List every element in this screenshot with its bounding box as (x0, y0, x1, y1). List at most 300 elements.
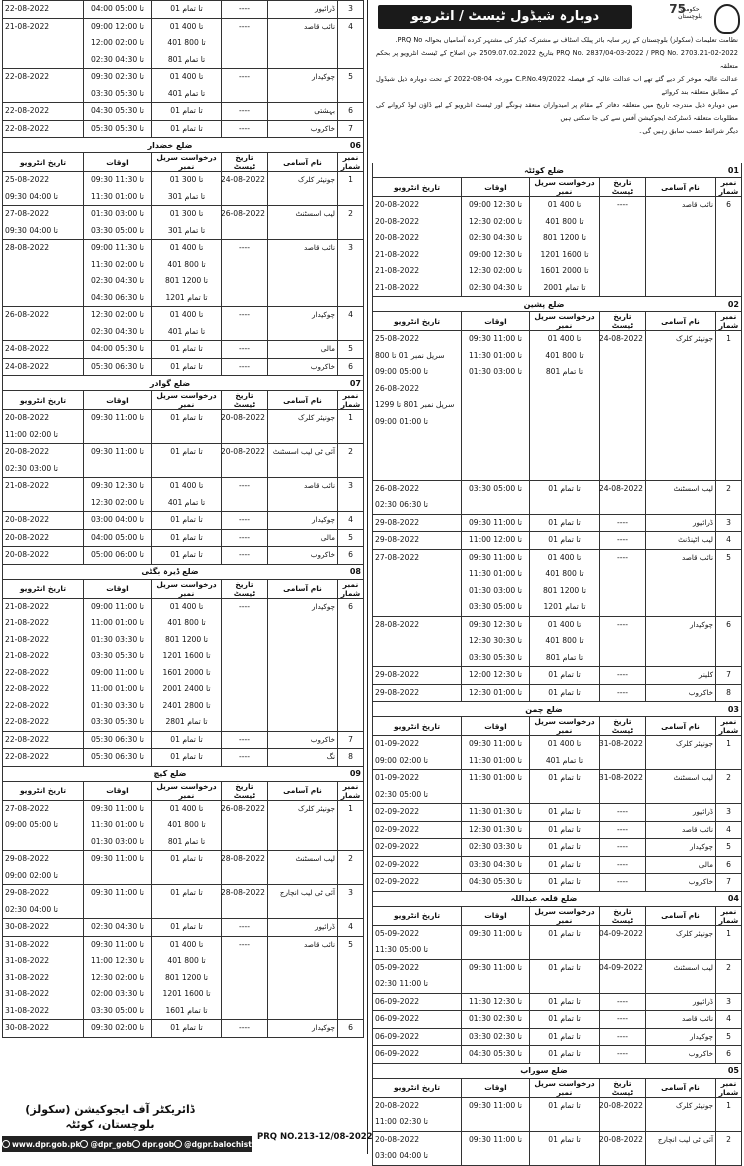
cell-post (646, 874, 716, 892)
date-value: 29-08-2022 (5, 854, 50, 863)
post-value: نائب قاصد (303, 243, 335, 252)
time-value: 12:30 تا 30:30 (468, 636, 523, 645)
cell-test (600, 993, 646, 1011)
cell-test (222, 444, 268, 478)
cell-num (338, 529, 364, 547)
serial-value (532, 381, 597, 398)
district-heading (372, 297, 742, 311)
date-value: 22-08-2022 (5, 752, 50, 761)
date-value: 21-08-2022 (5, 634, 50, 644)
cell-date (373, 684, 462, 702)
row-number: 6 (726, 619, 731, 629)
cell-serial (152, 598, 222, 731)
cell-serial (152, 120, 222, 138)
cell-test (222, 919, 268, 937)
cell-test (600, 684, 646, 702)
serial-value: 2001 تا تمام (543, 282, 586, 292)
time-value: 03:30 تا 04:30 (468, 859, 523, 869)
social-link[interactable]: @dpr_gob (80, 1140, 132, 1149)
cell-num (338, 1, 364, 19)
time-value: 02:00 تا 03:30 (90, 989, 145, 998)
cell-time (462, 1131, 530, 1165)
cell-num (338, 512, 364, 530)
time-value: 03:30 تا 02:30 (468, 1031, 523, 1041)
cell-num (338, 851, 364, 885)
date-value: 06-09-2022 (375, 996, 420, 1006)
serial-value: 01 تا تمام (548, 1031, 581, 1041)
cell-serial (152, 547, 222, 565)
time-value (464, 942, 527, 959)
date-value: 02:30 تا 05:00 (375, 789, 429, 799)
table-row (3, 444, 364, 478)
cell-serial (530, 736, 600, 770)
cell-test (222, 800, 268, 851)
serial-value (154, 868, 219, 885)
serial-value: 401 تا 800 (167, 259, 206, 269)
post-value: چوکیدار (312, 72, 335, 81)
time-value: 09:30 تا 11:30 (90, 175, 145, 184)
serial-value: 01 تا 400 (547, 552, 582, 562)
district-name: ضلع کیچ (153, 769, 187, 778)
cell-serial (530, 959, 600, 993)
time-value: 09:30 تا 11:00 (90, 413, 145, 422)
serial-value: 01 تا تمام (548, 928, 581, 938)
cell-test (222, 512, 268, 530)
test-value: 04-09-2022 (598, 962, 643, 972)
date-value: 29-08-2022 (375, 517, 420, 527)
time-value: 05:30 تا 06:30 (90, 361, 145, 371)
serial-value: 01 تا تمام (548, 824, 581, 834)
column-header-date: تاریخ انٹرویو (3, 781, 84, 800)
time-value (464, 787, 527, 804)
date-value (5, 495, 81, 512)
cell-post (268, 1, 338, 19)
test-value: ---- (239, 361, 250, 371)
row-number: 6 (348, 106, 353, 115)
time-value: 09:30 تا 02:30 (90, 72, 145, 81)
date-value: 02-09-2022 (375, 807, 420, 816)
cell-time (84, 800, 152, 851)
cell-post (646, 331, 716, 481)
cell-serial (152, 731, 222, 749)
column-header-serial: درخواست سریل نمبر (530, 312, 600, 331)
date-value: 21-08-2022 (5, 481, 50, 490)
cell-num (716, 667, 742, 685)
cell-test (600, 770, 646, 804)
serial-value: 01 تا تمام (548, 842, 581, 851)
cell-post (646, 821, 716, 839)
cell-num (716, 197, 742, 297)
cell-post (268, 341, 338, 359)
cell-post (268, 307, 338, 341)
table-row (3, 529, 364, 547)
date-value (375, 566, 459, 583)
row-number: 5 (726, 1031, 731, 1041)
serial-value: 801 تا تمام (545, 652, 584, 662)
cell-time (84, 731, 152, 749)
schedule-table (372, 177, 742, 297)
serial-value: 401 تا 800 (545, 636, 584, 645)
cell-serial (152, 529, 222, 547)
cell-time (84, 172, 152, 206)
time-value: 09:00 تا 12:30 (468, 249, 523, 259)
table-row (373, 331, 742, 481)
cell-date (3, 478, 84, 512)
cell-time (462, 667, 530, 685)
time-value: 02:30 تا 03:30 (468, 842, 523, 851)
date-value: 02-09-2022 (375, 824, 420, 834)
serial-value: 01 تا تمام (170, 123, 203, 133)
serial-value: 801 تا تمام (167, 836, 206, 846)
time-value (86, 461, 149, 478)
column-header-num: نمبر شمار (338, 153, 364, 172)
date-value: 31-08-2022 (5, 972, 50, 982)
serial-value (532, 1114, 597, 1131)
cell-date (3, 512, 84, 530)
row-number: 4 (348, 21, 353, 31)
time-value: 02:30 تا 04:30 (90, 276, 145, 285)
cell-test (600, 925, 646, 959)
post-value: نائب قاصد (681, 1014, 713, 1023)
cell-num (716, 874, 742, 892)
district-name: ضلع کوئٹہ (524, 165, 564, 175)
cell-time (462, 925, 530, 959)
district-heading (2, 565, 364, 579)
time-value (464, 381, 527, 398)
cell-serial (530, 1097, 600, 1131)
cell-post (646, 514, 716, 532)
time-value: 03:30 تا 05:30 (90, 717, 145, 726)
table-row (373, 1097, 742, 1131)
column-divider (367, 0, 368, 1154)
row-number: 3 (726, 996, 731, 1006)
cell-post (268, 598, 338, 731)
serial-value: 801 تا 1200 (164, 634, 209, 644)
cell-date (3, 529, 84, 547)
district-heading (2, 376, 364, 390)
post-value: لیب اسسٹنٹ (673, 483, 713, 493)
social-link[interactable]: @dgpr.balochistan (174, 1140, 262, 1149)
cell-date (373, 804, 462, 822)
cell-num (716, 1131, 742, 1165)
test-value: 31-08-2022 (598, 773, 643, 782)
cell-test (222, 598, 268, 731)
post-value: چوکیدار (690, 619, 713, 629)
serial-value: 401 تا تمام (167, 326, 206, 336)
cell-serial (152, 358, 222, 376)
date-value: 27-08-2022 (5, 803, 50, 813)
test-value: ---- (239, 310, 250, 319)
serial-value: 01 تا تمام (170, 888, 203, 897)
time-value: 09:30 تا 11:00 (468, 552, 523, 562)
cell-num (338, 444, 364, 478)
time-value: 01:30 تا 03:30 (90, 634, 145, 644)
district-number: 05 (727, 1066, 739, 1075)
cell-date (3, 444, 84, 478)
cell-serial (152, 444, 222, 478)
cell-serial (152, 240, 222, 307)
date-value: 21-08-2022 (5, 651, 50, 660)
date-value: 22-08-2022 (5, 72, 50, 81)
date-value: 11:00 تا 02:30 (375, 1117, 429, 1126)
cell-num (338, 598, 364, 731)
cell-serial (530, 1011, 600, 1029)
row-number: 5 (348, 939, 353, 949)
serial-value: 01 تا 400 (169, 310, 204, 319)
cell-test (222, 885, 268, 919)
social-link[interactable]: dpr.gob (132, 1140, 174, 1149)
column-header-num: نمبر شمار (716, 178, 742, 197)
time-value: 04:00 تا 05:00 (90, 532, 145, 542)
time-value: 12:00 تا 02:00 (90, 38, 145, 47)
row-number: 3 (726, 807, 731, 816)
column-header-num: نمبر شمار (716, 906, 742, 925)
date-value: 30-08-2022 (5, 922, 50, 931)
row-number: 2 (348, 854, 353, 863)
column-header-serial: درخواست سریل نمبر (152, 781, 222, 800)
table-row (3, 120, 364, 138)
table-header-row (3, 781, 364, 800)
social-link[interactable]: www.dpr.gob.pk (2, 1140, 80, 1149)
cell-test (222, 1020, 268, 1038)
cell-serial (530, 514, 600, 532)
test-value: ---- (617, 535, 628, 544)
date-value: 20-08-2022 (5, 532, 50, 542)
cell-date (373, 480, 462, 514)
cell-test (222, 307, 268, 341)
test-value: 24-08-2022 (220, 175, 265, 184)
cell-test (600, 480, 646, 514)
cell-post (268, 919, 338, 937)
row-number: 3 (348, 888, 353, 897)
time-value: 11:30 تا 01:00 (90, 820, 145, 829)
cell-num (716, 549, 742, 616)
serial-value (532, 397, 597, 414)
serial-value (154, 902, 219, 919)
table-row (3, 885, 364, 919)
time-value: 12:30 تا 02:00 (90, 972, 145, 982)
cell-serial (152, 478, 222, 512)
cell-post (268, 512, 338, 530)
column-header-serial: درخواست سریل نمبر (152, 153, 222, 172)
date-value: 22-08-2022 (5, 700, 50, 710)
signature-line-1: ڈائریکٹر آف ایجوکیشن (سکولز) (25, 1103, 195, 1116)
serial-value: 01 تا تمام (170, 532, 203, 542)
cell-test (222, 1, 268, 19)
time-value: 04:30 تا 05:30 (468, 1049, 523, 1058)
serial-value: 1201 تا 1600 (540, 249, 589, 259)
cell-time (84, 358, 152, 376)
column-header-test: تاریخ ٹیسٹ (600, 717, 646, 736)
serial-value: 2001 تا 2400 (162, 684, 211, 693)
cell-post (268, 103, 338, 121)
serial-value (532, 430, 597, 447)
cell-test (222, 103, 268, 121)
post-value: ڈرائیور (314, 922, 335, 931)
post-value: چوکیدار (312, 601, 335, 611)
cell-num (338, 341, 364, 359)
row-number: 1 (348, 413, 353, 422)
cell-date (373, 667, 462, 685)
cell-test (600, 532, 646, 550)
cell-date (373, 839, 462, 857)
serial-value: 801 تا تمام (167, 54, 206, 64)
table-row (3, 1020, 364, 1038)
test-value: ---- (617, 842, 628, 851)
date-value (375, 650, 459, 667)
date-value: 21-08-2022 (5, 618, 50, 627)
cell-num (338, 800, 364, 851)
cell-post (268, 547, 338, 565)
row-number: 4 (726, 824, 731, 834)
district-number: 09 (349, 769, 361, 778)
government-seal-icon (714, 4, 740, 34)
cell-date (373, 616, 462, 667)
serial-value: 01 تا 400 (169, 72, 204, 81)
cell-serial (530, 331, 600, 481)
cell-test (600, 549, 646, 616)
date-value: 21-08-2022 (375, 266, 420, 275)
post-value: خاکروب (310, 550, 335, 559)
schedule-table (2, 0, 364, 138)
district-number: 04 (727, 894, 739, 903)
test-value: 28-08-2022 (220, 854, 265, 863)
time-value: 02:30 تا 04:30 (468, 282, 523, 292)
post-value: جونیئر کلرک (676, 334, 713, 343)
test-value: ---- (239, 243, 250, 252)
time-value: 05:30 تا 06:30 (90, 734, 145, 744)
cell-num (716, 331, 742, 481)
time-value: 09:00 تا 11:00 (90, 667, 145, 677)
serial-value (154, 427, 219, 444)
cell-post (646, 925, 716, 959)
post-value: چوکیدار (312, 1023, 335, 1032)
date-value (375, 430, 459, 447)
time-value: 09:00 تا 11:30 (90, 243, 145, 252)
serial-value: 01 تا 300 (169, 175, 204, 184)
table-row (373, 684, 742, 702)
serial-value: 1201 تا 1600 (162, 651, 211, 660)
cell-date (373, 1131, 462, 1165)
test-value: 26-08-2022 (220, 209, 265, 218)
time-value: 12:30 تا 02:00 (90, 497, 145, 507)
date-value: 22-08-2022 (5, 717, 50, 726)
district-heading (2, 767, 364, 781)
post-value: ڈرائیور (692, 807, 713, 816)
cell-time (462, 821, 530, 839)
cell-date (3, 1020, 84, 1038)
serial-value: 801 تا 1200 (164, 276, 209, 285)
cell-time (84, 478, 152, 512)
date-value: 29-08-2022 (375, 687, 420, 697)
table-row (373, 1028, 742, 1046)
serial-value: 801 تا تمام (545, 367, 584, 376)
cell-serial (152, 206, 222, 240)
date-value: 01-09-2022 (375, 739, 420, 748)
serial-value: 01 تا تمام (548, 687, 581, 697)
date-value: 21-08-2022 (5, 21, 50, 31)
column-header-serial: درخواست سریل نمبر (152, 391, 222, 410)
table-row (373, 874, 742, 892)
schedule-table (372, 311, 742, 702)
time-value (464, 447, 527, 464)
cell-num (338, 69, 364, 103)
test-value: ---- (617, 859, 628, 869)
table-row (373, 925, 742, 959)
cell-test (600, 197, 646, 297)
date-value: 26-08-2022 (375, 383, 420, 393)
test-value: ---- (239, 515, 250, 524)
cell-post (646, 736, 716, 770)
time-value (464, 430, 527, 447)
time-value: 04:30 تا 05:30 (90, 106, 145, 115)
test-value: ---- (617, 687, 628, 697)
row-number: 2 (726, 773, 731, 782)
cell-date (373, 959, 462, 993)
cell-num (716, 1011, 742, 1029)
time-value: 04:30 تا 06:30 (90, 292, 145, 302)
time-value (464, 976, 527, 993)
column-header-num: نمبر شمار (338, 781, 364, 800)
district-number: 02 (727, 299, 739, 309)
post-value: جونیئر کلرک (676, 928, 713, 938)
table-row (3, 307, 364, 341)
table-row (3, 240, 364, 307)
column-header-time: اوقات (84, 781, 152, 800)
cell-time (84, 851, 152, 885)
row-number: 1 (726, 928, 731, 938)
cell-post (646, 770, 716, 804)
row-number: 2 (726, 1134, 731, 1144)
serial-value: 1601 تا تمام (165, 1005, 208, 1015)
column-header-date: تاریخ انٹرویو (3, 579, 84, 598)
column-header-post: نام آسامی (268, 781, 338, 800)
cell-date (3, 885, 84, 919)
cell-time (84, 749, 152, 767)
cell-test (222, 936, 268, 1020)
cell-post (646, 480, 716, 514)
cell-serial (152, 103, 222, 121)
table-row (3, 936, 364, 1020)
date-value: 20-08-2022 (375, 1134, 420, 1144)
cell-serial (530, 667, 600, 685)
cell-time (84, 120, 152, 138)
column-header-test: تاریخ ٹیسٹ (600, 906, 646, 925)
date-value: 31-08-2022 (5, 1005, 50, 1015)
row-number: 4 (348, 515, 353, 524)
cell-date (373, 993, 462, 1011)
date-value: 27-08-2022 (375, 552, 420, 562)
district-number: 06 (349, 140, 361, 150)
cell-serial (152, 69, 222, 103)
test-value: 28-08-2022 (220, 888, 265, 897)
time-value: 02:30 تا 04:30 (90, 54, 145, 64)
row-number: 6 (348, 361, 353, 371)
table-row (3, 478, 364, 512)
time-value: 12:30 تا 02:00 (90, 310, 145, 319)
serial-value: 01 تا تمام (548, 1049, 581, 1058)
post-value: نائب قاصد (303, 481, 335, 490)
intro-line: PRQ No. 2837/04-03-2022 / PRQ No. 2703.21-02-2022 بتاریخ 2509.07.02.2022 جن اصلاح کے ٹیسٹ انٹرویو پر بحکم متعلقہ (376, 49, 738, 70)
district-name: ضلع گوادر (149, 378, 191, 388)
cell-post (268, 18, 338, 69)
time-value: 11:30 تا 01:00 (468, 350, 523, 360)
table-row (373, 856, 742, 874)
cell-num (716, 1028, 742, 1046)
time-value: 09:00 تا 12:30 (468, 200, 523, 209)
time-value: 02:30 تا 04:30 (90, 922, 145, 931)
cell-time (462, 480, 530, 514)
